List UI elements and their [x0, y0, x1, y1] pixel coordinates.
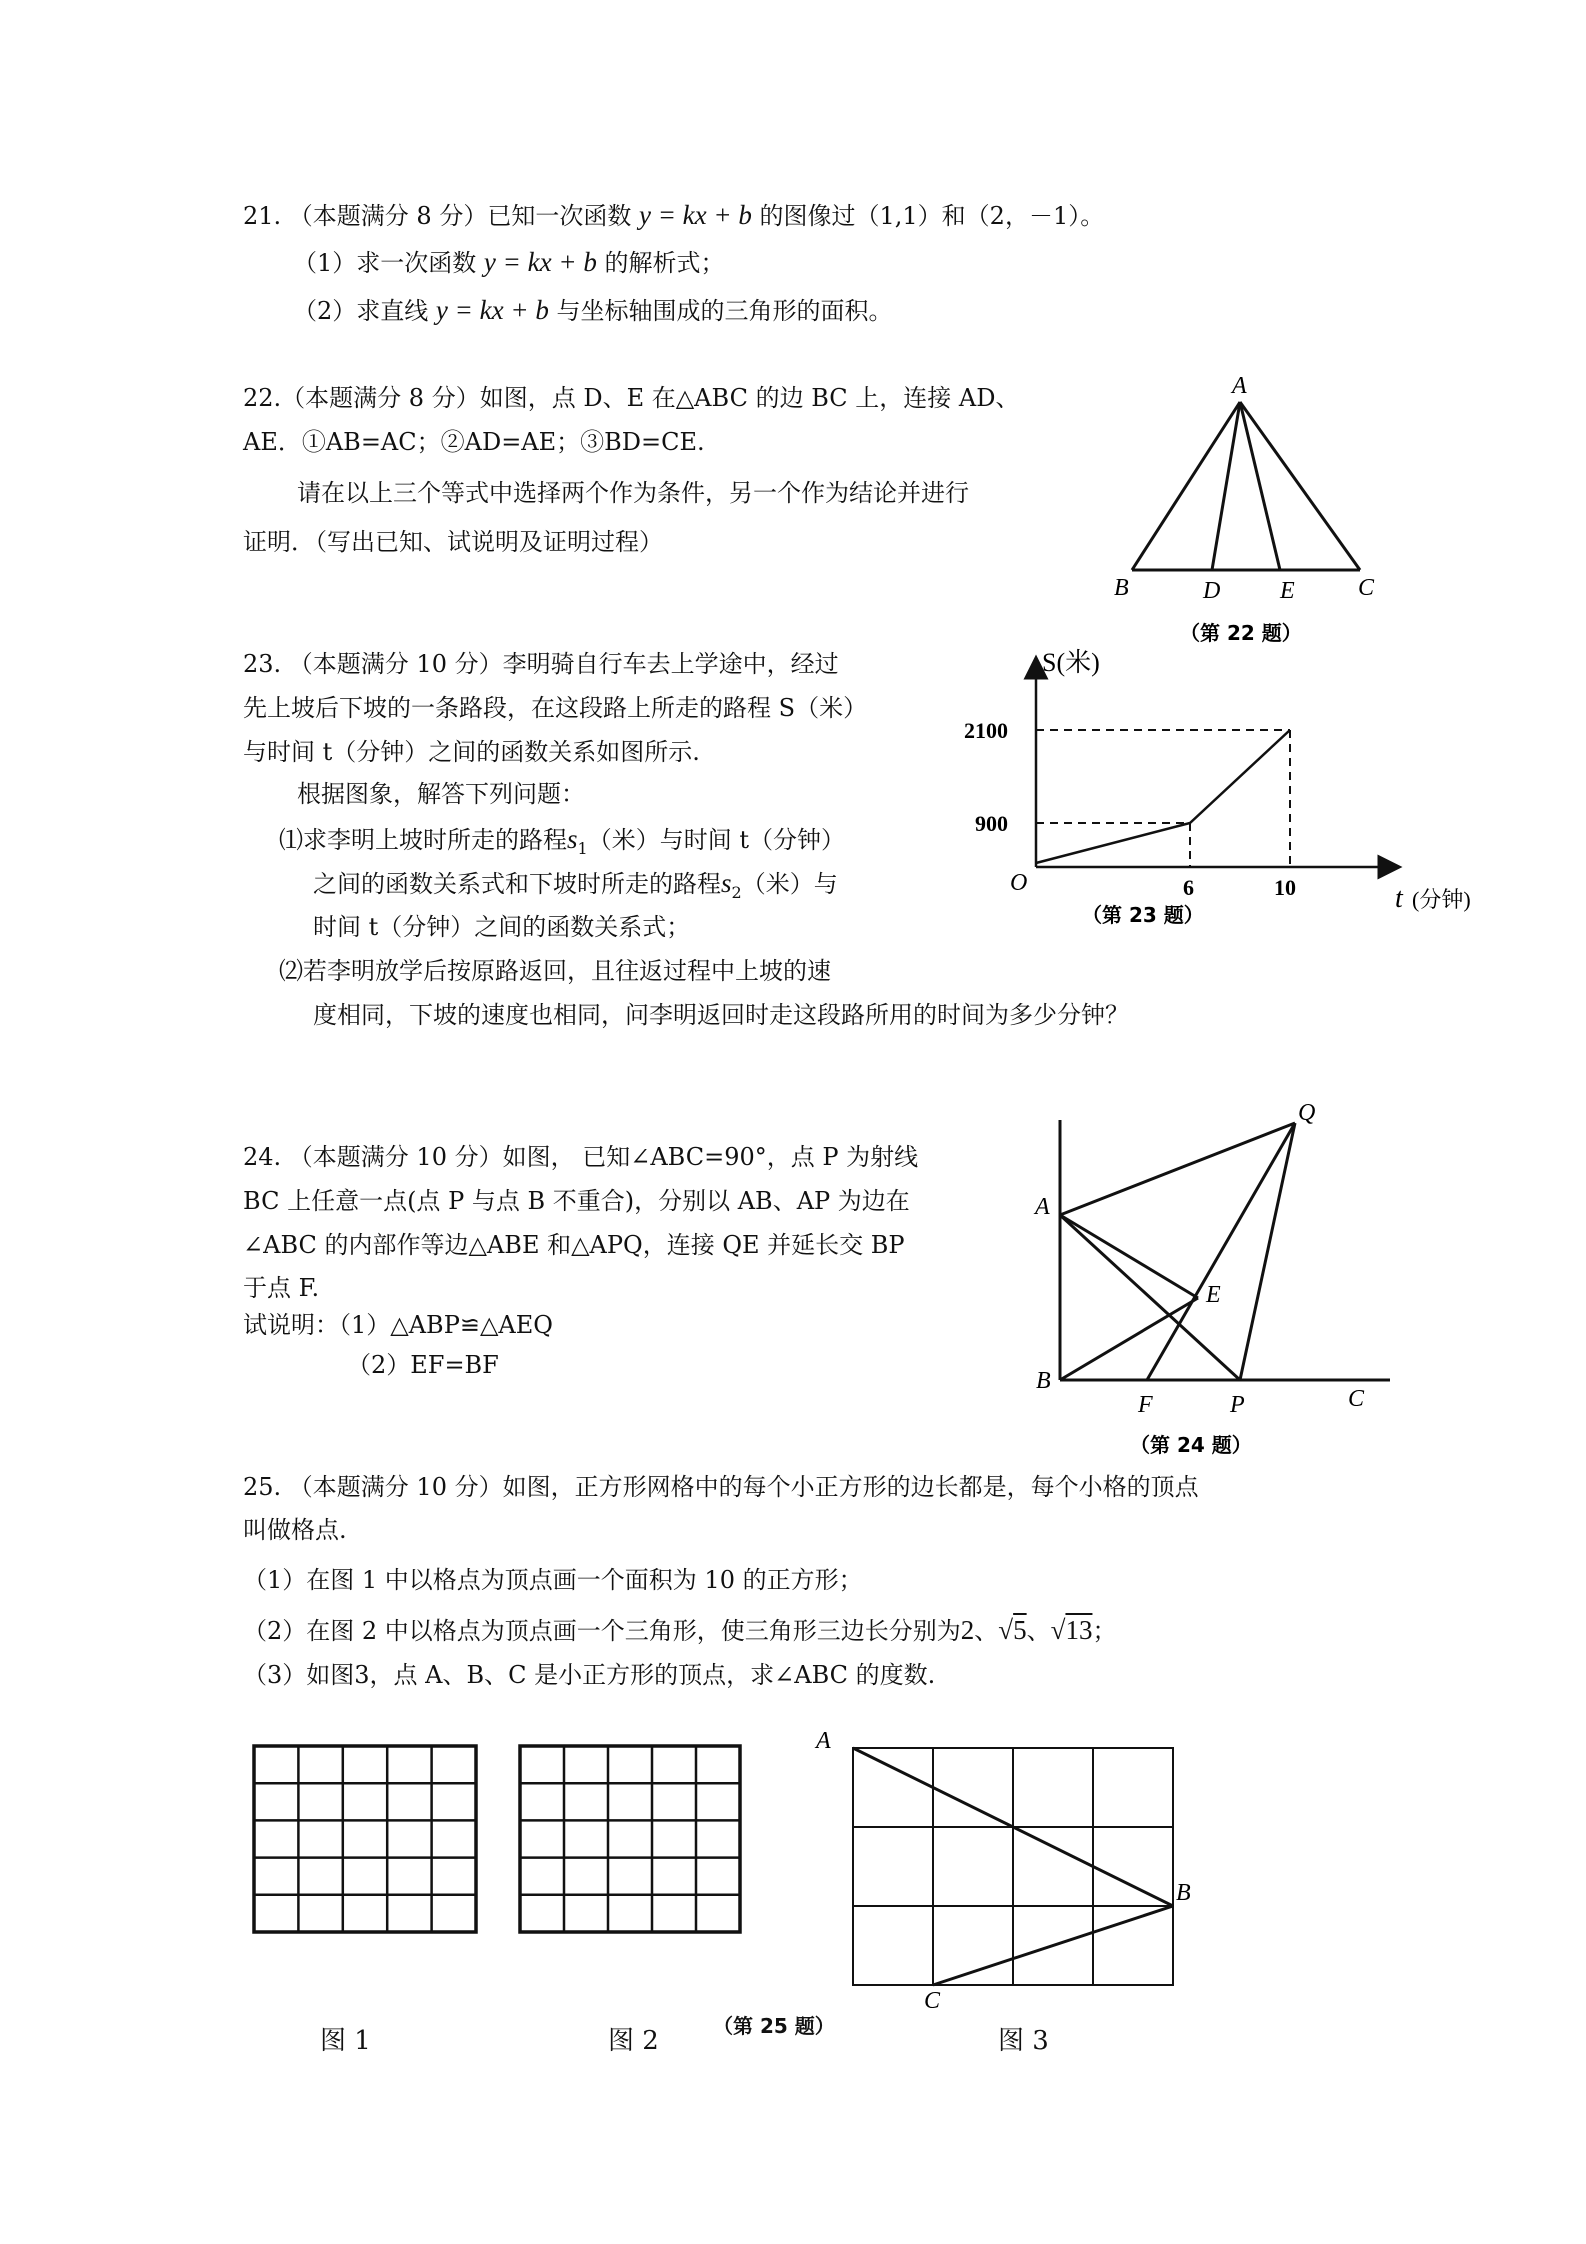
segment-BE	[1060, 1298, 1198, 1380]
y-tick-900: 900	[975, 811, 1008, 836]
sqrt-13: √13	[1050, 1615, 1093, 1645]
q24-line-1: 24. （本题满分 10 分）如图， 已知∠ABC=90°，点 P 为射线	[243, 1143, 919, 1171]
q21-part-2: （2）求直线 y = kx + b 与坐标轴围成的三角形的面积。	[293, 295, 893, 325]
q23-line-8: ⑵若李明放学后按原路返回，且往返过程中上坡的速	[279, 957, 831, 985]
point-label-A: A	[1232, 373, 1247, 399]
q24-line-4: 于点 F.	[243, 1274, 320, 1302]
point-label-C: C	[1348, 1386, 1365, 1412]
q23-distance-time-graph	[950, 645, 1471, 935]
q22-triangle-figure	[1100, 370, 1400, 650]
point-label-P: P	[1230, 1392, 1245, 1418]
point-label-F: F	[1138, 1392, 1153, 1418]
x-axis-label: t	[1395, 883, 1403, 914]
q23-line-4: 根据图象，解答下列问题：	[297, 780, 585, 808]
x-tick-6: 6	[1183, 875, 1194, 900]
point-label-C: C	[924, 1988, 941, 2014]
q23-line-5: ⑴求李明上坡时所走的路程$s_1$（米）与时间 t（分钟）	[279, 824, 845, 858]
point-label-A: A	[816, 1728, 831, 1754]
q23-line-7: 时间 t（分钟）之间的函数关系式；	[313, 913, 691, 941]
q22-line-1: 22.（本题满分 8 分）如图，点 D、E 在△ABC 的边 BC 上，连接 AD、	[243, 384, 1020, 412]
figure-3-caption: 图 3	[998, 2026, 1049, 2056]
q25-caption: （第 25 题）	[713, 2014, 835, 2038]
q25-line-3: （1）在图 1 中以格点为顶点画一个面积为 10 的正方形；	[243, 1566, 863, 1594]
point-label-A: A	[1035, 1194, 1050, 1220]
origin-label: O	[1010, 870, 1028, 896]
point-label-Q: Q	[1298, 1100, 1316, 1126]
q25-grid-figure-1	[252, 1744, 482, 1939]
q23-line-6: 之间的函数关系式和下坡时所走的路程$s_2$（米）与	[313, 868, 838, 902]
sqrt-5: √5	[998, 1615, 1027, 1645]
x-axis-unit: (分钟)	[1412, 887, 1471, 912]
q25-grid-figure-3	[810, 1722, 1191, 2014]
q21-part-1: （1）求一次函数 y = kx + b 的解析式；	[293, 247, 725, 277]
q24-triangle-figure	[1030, 1100, 1410, 1470]
segment-CB	[933, 1906, 1173, 1985]
figure-caption: （第 22 题）	[1180, 621, 1302, 645]
point-label-C: C	[1358, 575, 1375, 601]
y-axis-label: S(米)	[1042, 648, 1100, 677]
point-label-B: B	[1114, 575, 1129, 601]
q24-line-2: BC 上任意一点(点 P 与点 B 不重合)，分别以 AB、AP 为边在	[243, 1187, 910, 1215]
figure-caption: （第 24 题）	[1130, 1433, 1252, 1457]
q25-line-2: 叫做格点.	[243, 1516, 347, 1544]
point-label-D: D	[1203, 578, 1221, 604]
point-label-B: B	[1036, 1368, 1051, 1394]
x-tick-10: 10	[1274, 875, 1296, 900]
q21-equation: y = kx + b	[435, 295, 549, 325]
q21-equation: y = kx + b	[483, 247, 597, 277]
segment-AE	[1060, 1215, 1198, 1298]
q21-line-1: 21. （本题满分 8 分）已知一次函数 y = kx + b 的图像过（1,1）和（2，－1）。	[243, 200, 1105, 230]
q24-line-5: 试说明：（1）△ABP≌△AEQ	[243, 1311, 553, 1339]
q21-equation: y = kx + b	[638, 200, 752, 230]
q23-line-9: 度相同，下坡的速度也相同，问李明返回时走这段路所用的时间为多少分钟？	[313, 1001, 1129, 1029]
segment-QP	[1240, 1123, 1295, 1380]
point-label-E: E	[1280, 578, 1295, 604]
segment-AQ	[1060, 1123, 1295, 1215]
q22-line-3: 请在以上三个等式中选择两个作为条件，另一个作为结论并进行	[297, 479, 969, 507]
figure-2-caption: 图 2	[608, 2026, 659, 2056]
point-label-B: B	[1176, 1880, 1191, 1906]
q22-line-4: 证明．（写出已知、试说明及证明过程）	[243, 528, 663, 556]
y-tick-2100: 2100	[964, 718, 1008, 743]
figure-caption: （第 23 题）	[1082, 903, 1204, 927]
q24-line-6: （2）EF=BF	[347, 1351, 499, 1379]
q25-line-5: （3）如图3，点 A、B、C 是小正方形的顶点，求∠ABC 的度数.	[243, 1661, 936, 1689]
q23-line-2: 先上坡后下坡的一条路段，在这段路上所走的路程 S（米）	[243, 694, 868, 722]
q23-line-3: 与时间 t（分钟）之间的函数关系如图所示.	[243, 738, 700, 766]
segment-QF	[1147, 1123, 1295, 1380]
figure-1-caption: 图 1	[320, 2026, 371, 2056]
q23-line-1: 23. （本题满分 10 分）李明骑自行车去上学途中，经过	[243, 650, 839, 678]
q25-grid-figure-2	[518, 1744, 748, 1939]
distance-line	[1036, 730, 1290, 863]
point-label-E: E	[1206, 1282, 1221, 1308]
q24-line-3: ∠ABC 的内部作等边△ABE 和△APQ，连接 QE 并延长交 BP	[243, 1231, 905, 1259]
q25-line-4: （2）在图 2 中以格点为顶点画一个三角形，使三角形三边长分别为2、√5、√13；	[243, 1615, 1117, 1645]
q22-line-2: AE．①AB=AC；②AD=AE；③BD=CE.	[243, 428, 705, 456]
q25-line-1: 25. （本题满分 10 分）如图，正方形网格中的每个小正方形的边长都是，每个小格的顶点	[243, 1473, 1199, 1501]
